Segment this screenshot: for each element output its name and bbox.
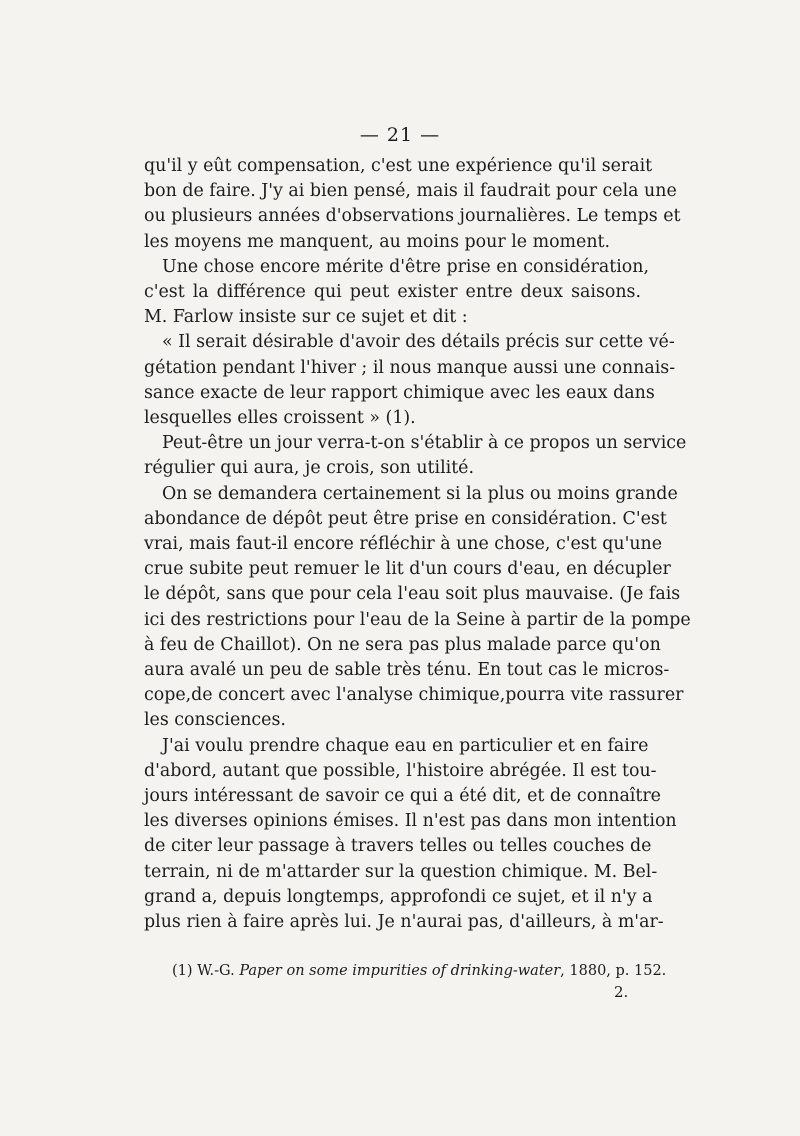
text-line: de citer leur passage à travers telles ou telles couches de bbox=[144, 836, 652, 857]
text-line: d'abord, autant que possible, l'histoire abrégée. Il est tou- bbox=[144, 760, 657, 781]
body-text bbox=[144, 154, 691, 935]
text-line: « Il serait désirable d'avoir des détails précis sur cette vé- bbox=[162, 332, 675, 353]
text-line: les consciences. bbox=[144, 710, 286, 731]
text-line: ici des restrictions pour l'eau de la Seine à partir de la pompe bbox=[144, 609, 691, 630]
text-line: cope,de concert avec l'analyse chimique,pourra vite rassurer bbox=[144, 685, 684, 706]
text-line: le dépôt, sans que pour cela l'eau soit plus mauvaise. (Je fais bbox=[144, 584, 681, 605]
page-header: — 21 — bbox=[359, 124, 441, 146]
text-line: lesquelles elles croissent » (1). bbox=[144, 408, 416, 429]
text-line: plus rien à faire après lui. Je n'aurai pas, d'ailleurs, à m'ar- bbox=[144, 912, 664, 933]
text-line: gétation pendant l'hiver ; il nous manque aussi une connais- bbox=[144, 357, 676, 378]
text-line: ou plusieurs années d'observations journalières. Le temps et bbox=[144, 206, 681, 227]
text-line: aura avalé un peu de sable très ténu. En tout cas le micros- bbox=[144, 660, 670, 681]
text-line: grand a, depuis longtemps, approfondi ce sujet, et il n'y a bbox=[144, 886, 653, 907]
text-line: à feu de Chaillot). On ne sera pas plus malade parce qu'on bbox=[144, 634, 661, 655]
text-line: M. Farlow insiste sur ce sujet et dit : bbox=[144, 307, 468, 328]
text-line: qu'il y eût compensation, c'est une expérience qu'il serait bbox=[144, 156, 653, 176]
text-line: sance exacte de leur rapport chimique avec les eaux dans bbox=[144, 382, 655, 403]
text-line: c'est la différence qui peut exister entre deux saisons. bbox=[144, 282, 641, 303]
text-line: jours intéressant de savoir ce qui a été dit, et de connaître bbox=[144, 786, 661, 807]
text-line: On se demandera certainement si la plus ou moins grande bbox=[162, 483, 678, 504]
text-line: vrai, mais faut-il encore réfléchir à une chose, c'est qu'une bbox=[144, 534, 663, 555]
footnote bbox=[172, 963, 667, 979]
text-line: terrain, ni de m'attarder sur la question chimique. M. Bel- bbox=[144, 861, 658, 882]
text-line: crue subite peut remuer le lit d'un cours d'eau, en décupler bbox=[144, 559, 671, 580]
text-line: Peut-être un jour verra-t-on s'établir à ce propos un service bbox=[162, 433, 687, 454]
signature-mark: 2. bbox=[614, 983, 629, 1001]
footnote-title: Paper on some impurities of drinking-water bbox=[239, 963, 561, 979]
text-line: abondance de dépôt peut être prise en considération. C'est bbox=[144, 508, 667, 529]
text-line: les moyens me manquent, au moins pour le moment. bbox=[144, 231, 611, 252]
text-line: les diverses opinions émises. Il n'est pas dans mon intention bbox=[144, 811, 677, 832]
footnote-suffix: , 1880, p. 152. bbox=[560, 963, 667, 979]
footnote-prefix: (1) W.-G. bbox=[172, 963, 240, 979]
text-line: bon de faire. J'y ai bien pensé, mais il faudrait pour cela une bbox=[144, 181, 677, 202]
text-line: régulier qui aura, je crois, son utilité. bbox=[144, 458, 475, 479]
text-line: J'ai voulu prendre chaque eau en particulier et en faire bbox=[162, 735, 649, 756]
text-line: Une chose encore mérite d'être prise en considération, bbox=[162, 256, 649, 277]
